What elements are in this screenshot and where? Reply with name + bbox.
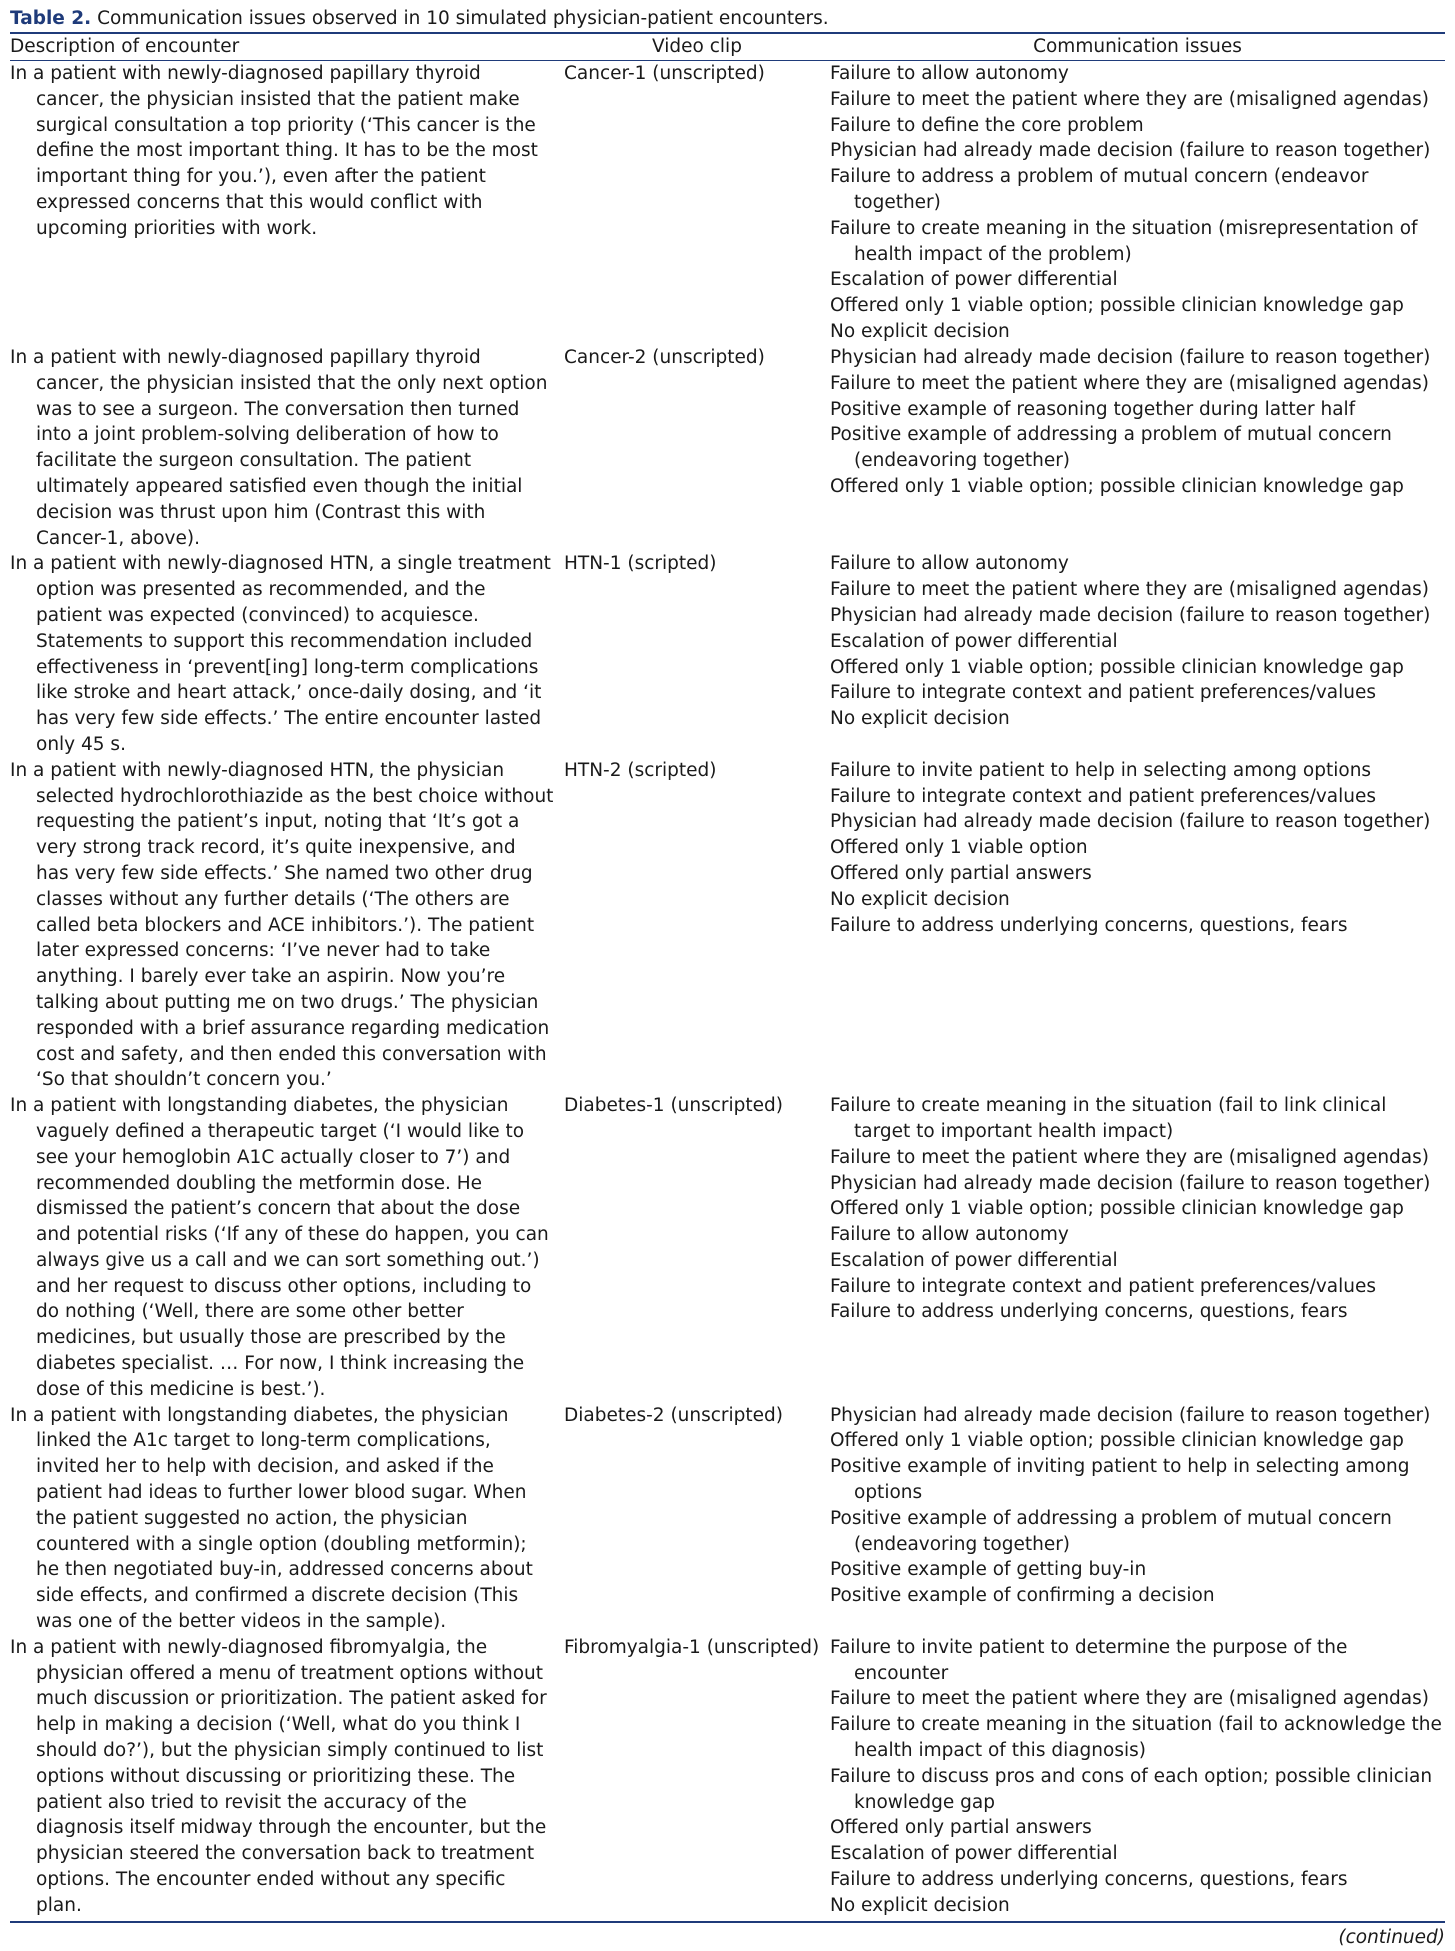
communication-issues-cell (830, 758, 1445, 1093)
communication-issues-cell (830, 345, 1445, 551)
communication-issue: Positive example of reasoning together during latter half (830, 398, 1356, 420)
table-header-row (10, 33, 1445, 61)
communication-issue: Failure to meet the patient where they are (misaligned agendas) (830, 88, 1429, 110)
communication-issue: Physician had already made decision (failure to reason together) (830, 1404, 1431, 1426)
table-caption (10, 6, 1445, 32)
encounter-description: In a patient with newly-diagnosed fibromyalgia, the physician offered a menu of treatment options without much discussion or prioritization. The patient asked for help in making a decision (‘Well, what do you think I should do?’), but the physician simply continued to list options without discussing or prioritizing these. The patient also tried to revisit the accuracy of the diagnosis itself midway through the encounter, but the physician steered the conversation back to treatment options. The encounter ended without any specific plan. (10, 1636, 547, 1916)
video-clip: Fibromyalgia-1 (unscripted) (564, 1636, 820, 1658)
communication-issue: Failure to meet the patient where they are (misaligned agendas) (830, 1146, 1429, 1168)
communication-issue: Escalation of power differential (830, 1843, 1118, 1865)
table-row (10, 61, 1445, 346)
communication-issue: No explicit decision (830, 708, 1010, 730)
table-body (10, 61, 1445, 1919)
communication-issue: Offered only 1 viable option (830, 837, 1088, 859)
communication-issue: Failure to allow autonomy (830, 1224, 1069, 1246)
video-clip: Cancer-1 (unscripted) (564, 63, 765, 84)
video-clip: Diabetes-1 (unscripted) (564, 1095, 784, 1117)
communication-issue: Failure to meet the patient where they are (misaligned agendas) (830, 372, 1429, 394)
communication-issue: No explicit decision (830, 320, 1010, 342)
continued-note: (continued) (1338, 1926, 1445, 1948)
communication-issues-cell (830, 1635, 1445, 1919)
table-page (10, 6, 1445, 1951)
communication-issue: Positive example of addressing a problem of mutual concern (endeavoring together) (830, 1507, 1392, 1555)
header-description: Description of encounter (10, 33, 564, 61)
header-video-clip: Video clip (564, 33, 830, 61)
communication-issue: Failure to create meaning in the situation (fail to link clinical target to important health impact) (830, 1095, 1387, 1142)
communication-issue: Failure to allow autonomy (830, 63, 1069, 84)
encounter-description-cell (10, 345, 564, 551)
encounter-description: In a patient with longstanding diabetes, the physician vaguely defined a therapeutic target (‘I would like to see your hemoglobin A1C actually closer to 7’) and recommended doubling the metformin dose. He dismissed the patient’s concern that about the dose and potential risks (‘If any of these do happen, you can always give us a call and we can sort something out.’) and her request to discuss other options, including to do nothing (‘Well, there are some other better medicines, but usually those are prescribed by the diabetes specialist. … For now, I think increasing the dose of this medicine is best.’). (10, 1095, 549, 1400)
communication-issue: Offered only 1 viable option; possible clinician knowledge gap (830, 475, 1404, 497)
encounter-description-cell (10, 1093, 564, 1403)
encounter-description: In a patient with newly-diagnosed papillary thyroid cancer, the physician insisted that the patient make surgical consultation a top priority (‘This cancer is the define the most important thing. It has to be the most important thing for you.’), even after the patient expressed concerns that this would conflict with upcoming priorities with work. (10, 63, 538, 239)
encounter-description: In a patient with longstanding diabetes, the physician linked the A1c target to long-term complications, invited her to help with decision, and asked if the patient had ideas to further lower blood sugar. When the patient suggested no action, the physician countered with a single option (doubling metformin); he then negotiated buy-in, addressed concerns about side effects, and confirmed a discrete decision (This was one of the better videos in the sample). (10, 1404, 533, 1633)
communication-issue: Offered only partial answers (830, 862, 1092, 884)
table-row (10, 1635, 1445, 1919)
communication-issue: Offered only 1 viable option; possible clinician knowledge gap (830, 1198, 1404, 1220)
communication-issue: Failure to address underlying concerns, questions, fears (830, 914, 1348, 936)
table-row (10, 758, 1445, 1093)
communication-issue: Offered only 1 viable option; possible clinician knowledge gap (830, 1430, 1404, 1452)
communication-issue: Failure to address a problem of mutual concern (endeavor together) (830, 166, 1369, 213)
communication-issue: Failure to meet the patient where they are (misaligned agendas) (830, 579, 1429, 601)
communication-issue: Positive example of confirming a decision (830, 1585, 1215, 1607)
communication-issue: Failure to create meaning in the situation (fail to acknowledge the health impact of this diagnosis) (830, 1714, 1442, 1762)
communication-issue: Failure to address underlying concerns, questions, fears (830, 1301, 1348, 1323)
table-row (10, 1403, 1445, 1635)
table-caption-text: Communication issues observed in 10 simulated physician-patient encounters. (91, 8, 829, 29)
communication-issue: Positive example of inviting patient to help in selecting among options (830, 1456, 1410, 1504)
encounter-description-cell (10, 551, 564, 757)
communication-issue: Offered only partial answers (830, 1817, 1092, 1839)
encounter-description-cell (10, 758, 564, 1093)
communication-issue: Failure to meet the patient where they are (misaligned agendas) (830, 1688, 1429, 1710)
communication-issue: Physician had already made decision (failure to reason together) (830, 604, 1431, 626)
communication-issues-table (10, 32, 1445, 1919)
communication-issue: Physician had already made decision (failure to reason together) (830, 140, 1431, 162)
communication-issue: Failure to integrate context and patient preferences/values (830, 785, 1377, 807)
communication-issue: Physician had already made decision (failure to reason together) (830, 1172, 1431, 1194)
communication-issue: Positive example of addressing a problem of mutual concern (endeavoring together) (830, 424, 1392, 472)
communication-issue: Failure to allow autonomy (830, 553, 1069, 575)
communication-issue: No explicit decision (830, 888, 1010, 910)
communication-issues-cell (830, 1093, 1445, 1403)
table-bottom-rule (10, 1921, 1445, 1923)
communication-issue: Physician had already made decision (failure to reason together) (830, 347, 1431, 368)
communication-issue: Failure to define the core problem (830, 114, 1144, 136)
communication-issue: Positive example of getting buy-in (830, 1559, 1147, 1581)
video-clip: Cancer-2 (unscripted) (564, 347, 765, 368)
communication-issues-cell (830, 61, 1445, 346)
communication-issue: Failure to discuss pros and cons of each option; possible clinician knowledge gap (830, 1765, 1433, 1813)
communication-issue: Failure to integrate context and patient preferences/values (830, 1275, 1377, 1297)
communication-issues-cell (830, 1403, 1445, 1635)
communication-issue: Failure to invite patient to determine the purpose of the encounter (830, 1636, 1348, 1684)
table-row (10, 345, 1445, 551)
communication-issue: Failure to address underlying concerns, questions, fears (830, 1869, 1348, 1891)
communication-issue: Escalation of power differential (830, 269, 1118, 291)
communication-issues-cell (830, 551, 1445, 757)
video-clip: HTN-1 (scripted) (564, 553, 717, 575)
video-clip: Diabetes-2 (unscripted) (564, 1404, 784, 1426)
communication-issue: Failure to integrate context and patient preferences/values (830, 682, 1377, 704)
communication-issue: Escalation of power differential (830, 1249, 1118, 1271)
encounter-description-cell (10, 61, 564, 346)
encounter-description-cell (10, 1403, 564, 1635)
communication-issue: Physician had already made decision (failure to reason together) (830, 811, 1431, 833)
communication-issue: No explicit decision (830, 1894, 1010, 1916)
communication-issue: Offered only 1 viable option; possible clinician knowledge gap (830, 295, 1404, 317)
communication-issue: Offered only 1 viable option; possible clinician knowledge gap (830, 656, 1404, 678)
communication-issue: Escalation of power differential (830, 630, 1118, 652)
encounter-description: In a patient with newly-diagnosed papillary thyroid cancer, the physician insisted that the only next option was to see a surgeon. The conversation then turned into a joint problem-solving deliberation of how to facilitate the surgeon consultation. The patient ultimately appeared satisfied even though the initial decision was thrust upon him (Contrast this with Cancer-1, above). (10, 347, 548, 549)
table-label: Table 2. (10, 8, 92, 29)
communication-issue: Failure to create meaning in the situation (misrepresentation of health impact of the problem) (830, 217, 1418, 265)
header-communication-issues: Communication issues (830, 33, 1445, 61)
table-row (10, 551, 1445, 757)
encounter-description: In a patient with newly-diagnosed HTN, the physician selected hydrochlorothiazide as the best choice without requesting the patient’s input, noting that ‘It’s got a very strong track record, it’s quite inexpensive, and has very few side effects.’ She named two other drug classes without any further details (‘The others are called beta blockers and ACE inhibitors.’). The patient later expressed concerns: ‘I’ve never had to take anything. I barely ever take an aspirin. Now you’re talking about putting me on two drugs.’ The physician responded with a brief assurance regarding medication cost and safety, and then ended this conversation with ‘So that shouldn’t concern you.’ (10, 759, 554, 1091)
communication-issue: Failure to invite patient to help in selecting among options (830, 759, 1372, 781)
encounter-description-cell (10, 1635, 564, 1919)
encounter-description: In a patient with newly-diagnosed HTN, a single treatment option was presented as recommended, and the patient was expected (convinced) to acquiesce. Statements to support this recommendation included effectiveness in ‘prevent[ing] long-term complications like stroke and heart attack,’ once-daily dosing, and ‘it has very few side effects.’ The entire encounter lasted only 45 s. (10, 553, 551, 755)
table-row (10, 1093, 1445, 1403)
video-clip: HTN-2 (scripted) (564, 759, 717, 781)
